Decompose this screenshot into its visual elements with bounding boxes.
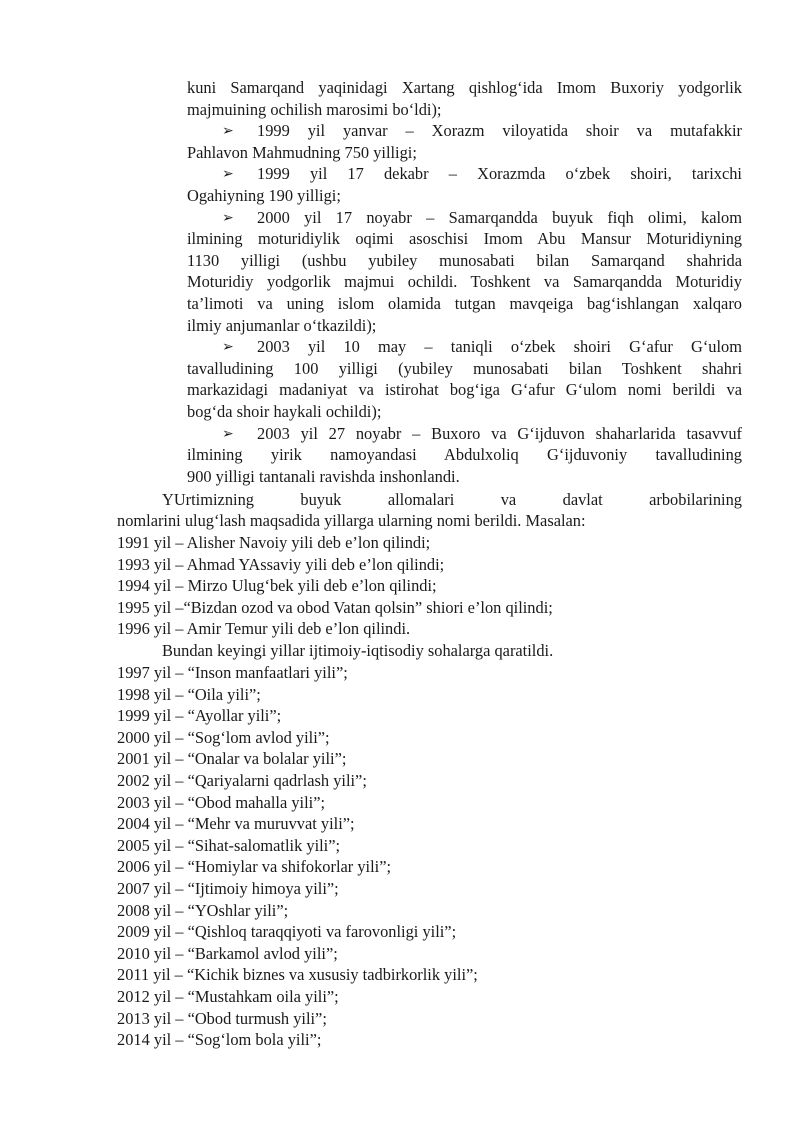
anniversary-line: majmuining ochilish marosimi bo‘ldi); xyxy=(187,99,442,119)
anniversary-line: ilmining moturidiylik oqimi asoschisi Imom Abu Mansur Moturidiyning xyxy=(187,229,742,249)
anniversary-line: 1130 yilligi (ushbu yubiley munosabati bilan Samarqand shahrida xyxy=(187,250,742,270)
paragraph-intro-line-1: YUrtimizning buyuk allomalari va davlat arbobilarining xyxy=(162,490,742,509)
anniversary-line: Moturidiy yodgorlik majmui ochildi. Toshkent va Samarqandda Moturidiy xyxy=(187,272,742,292)
anniversary-line: 2003 yil 27 noyabr – Buxoro va G‘ijduvon shaharlarida tasavvuf xyxy=(257,423,742,443)
year-entry: 2009 yil – “Qishloq taraqqiyoti va farovonligi yili”; xyxy=(117,922,457,942)
year-entry: 2011 yil – “Kichik biznes va xususiy tadbirkorlik yili”; xyxy=(117,965,478,985)
arrow-bullet-icon: ➢ xyxy=(222,209,234,226)
anniversary-line: Pahlavon Mahmudning 750 yilligi; xyxy=(187,142,417,162)
anniversary-line: bog‘da shoir haykali ochildi); xyxy=(187,402,382,421)
year-entry: 1995 yil –“Bizdan ozod va obod Vatan qolsin” shiori e’lon qilindi; xyxy=(117,597,553,617)
anniversary-line: kuni Samarqand yaqinidagi Xartang qishlog‘ida Imom Buxoriy yodgorlik xyxy=(187,78,742,97)
paragraph-socioeconomic: Bundan keyingi yillar ijtimoiy-iqtisodiy sohalarga qaratildi. xyxy=(162,641,554,660)
year-entry: 1997 yil – “Inson manfaatlari yili”; xyxy=(117,663,348,682)
anniversary-line: ta’limoti va uning islom olamida tutgan mavqeiga bag‘ishlangan xalqaro xyxy=(187,294,742,313)
anniversary-line: 2003 yil 10 may – taniqli o‘zbek shoiri G‘afur G‘ulom xyxy=(257,337,742,357)
year-entry: 2003 yil – “Obod mahalla yili”; xyxy=(117,792,326,812)
year-entry: 2000 yil – “Sog‘lom avlod yili”; xyxy=(117,727,330,747)
year-entry: 2008 yil – “YOshlar yili”; xyxy=(117,900,289,920)
year-entry: 1996 yil – Amir Temur yili deb e’lon qilindi. xyxy=(117,619,411,639)
anniversary-line: 900 yilligi tantanali ravishda inshonlandi. xyxy=(187,466,460,486)
year-entry: 2014 yil – “Sog‘lom bola yili”; xyxy=(117,1030,322,1050)
year-entry: 2012 yil – “Mustahkam oila yili”; xyxy=(117,987,339,1006)
arrow-bullet-icon: ➢ xyxy=(222,425,234,442)
year-entry: 2001 yil – “Onalar va bolalar yili”; xyxy=(117,749,347,769)
anniversary-line: ilmining yirik namoyandasi Abdulxoliq G‘ijduvoniy tavalludining xyxy=(187,445,742,465)
year-entry: 2007 yil – “Ijtimoiy himoya yili”; xyxy=(117,879,339,898)
year-entry: 2013 yil – “Obod turmush yili”; xyxy=(117,1008,327,1028)
year-entry: 1999 yil – “Ayollar yili”; xyxy=(117,706,282,726)
anniversary-line: markazidagi madaniyat va istirohat bog‘iga G‘afur G‘ulom nomi berildi va xyxy=(187,380,742,400)
arrow-bullet-icon: ➢ xyxy=(222,339,234,356)
arrow-bullet-icon: ➢ xyxy=(222,166,234,183)
year-entry: 1998 yil – “Oila yili”; xyxy=(117,684,261,704)
arrow-bullet-icon: ➢ xyxy=(222,123,234,140)
year-entry: 1994 yil – Mirzo Ulug‘bek yili deb e’lon qilindi; xyxy=(117,576,437,596)
year-entry: 2006 yil – “Homiylar va shifokorlar yili”; xyxy=(117,857,392,877)
year-entry: 2005 yil – “Sihat-salomatlik yili”; xyxy=(117,835,341,855)
year-entry: 1991 yil – Alisher Navoiy yili deb e’lon qilindi; xyxy=(117,533,431,552)
anniversary-line: 1999 yil 17 dekabr – Xorazmda o‘zbek shoiri, tarixchi xyxy=(257,164,742,184)
year-entry: 2004 yil – “Mehr va muruvvat yili”; xyxy=(117,814,355,834)
year-entry: 2002 yil – “Qariyalarni qadrlash yili”; xyxy=(117,771,367,790)
year-entry: 2010 yil – “Barkamol avlod yili”; xyxy=(117,943,338,963)
anniversary-line: Ogahiyning 190 yilligi; xyxy=(187,186,341,205)
anniversary-line: ilmiy anjumanlar o‘tkazildi); xyxy=(187,315,377,335)
anniversary-line: 2000 yil 17 noyabr – Samarqandda buyuk fiqh olimi, kalom xyxy=(257,207,742,227)
anniversary-line: 1999 yil yanvar – Xorazm viloyatida shoir va mutafakkir xyxy=(257,121,742,141)
anniversary-line: tavalludining 100 yilligi (yubiley munosabati bilan Toshkent shahri xyxy=(187,358,742,378)
year-entry: 1993 yil – Ahmad YAssaviy yili deb e’lon qilindi; xyxy=(117,554,445,574)
paragraph-intro-line-2: nomlarini ulug‘lash maqsadida yillarga ularning nomi berildi. Masalan: xyxy=(117,511,586,530)
